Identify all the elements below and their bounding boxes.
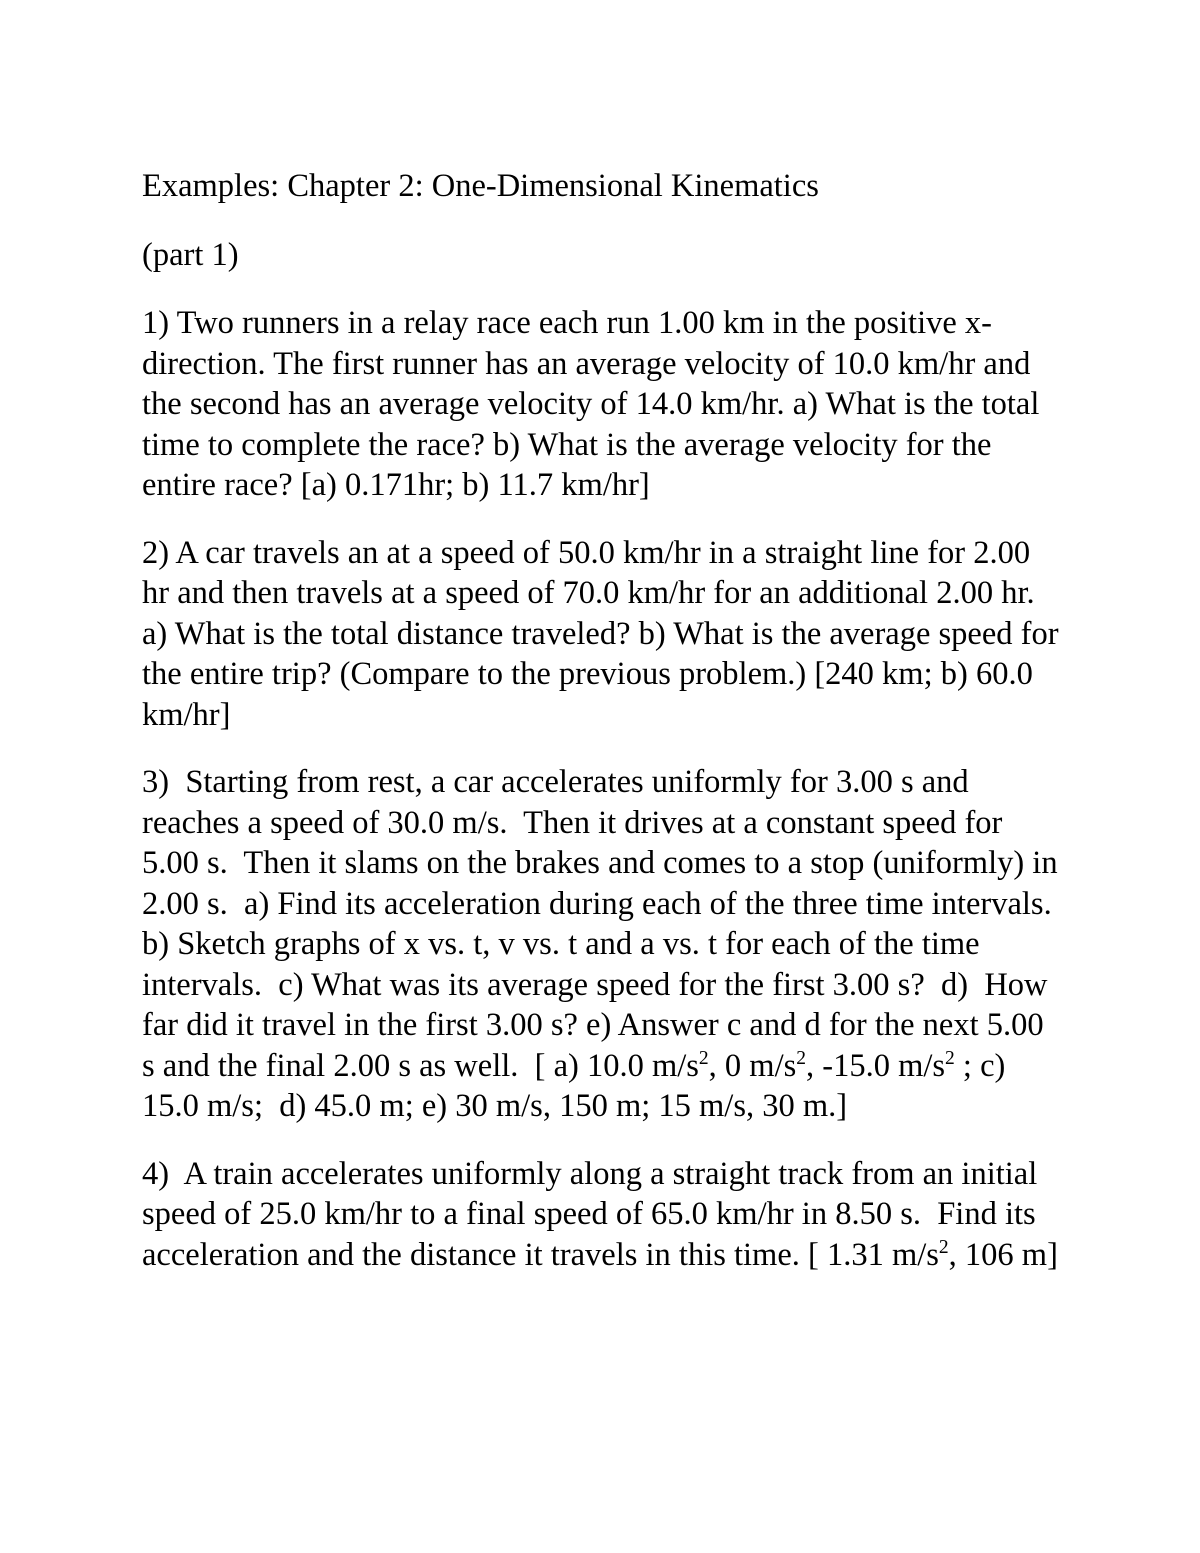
problem-2 (142, 533, 1067, 736)
superscript: 2 (698, 1047, 709, 1069)
problem-text: 2) A car travels an at a speed of 50.0 km/hr in a straight line for 2.00 hr and then travels at a speed of 70.0 km/hr for an additional 2.00 hr. a) What is the total distance traveled? b) What is the average speed for the entire trip? (Compare to the previous problem.) [240 km; b) 60.0 km/hr] (142, 534, 1067, 733)
superscript: 2 (938, 1236, 949, 1258)
problem-text: , 0 m/s (708, 1047, 797, 1084)
document-page (142, 166, 1068, 1302)
problem-4 (142, 1154, 1062, 1276)
superscript: 2 (945, 1047, 955, 1069)
problem-text: ; c) 15.0 m/s; d) 45.0 m; e) 30 m/s, 150 m; 15 m/s, 30 m.] (142, 1047, 1014, 1124)
problem-3 (142, 762, 1068, 1127)
document-title: Examples: Chapter 2: One-Dimensional Kinematics (142, 168, 819, 204)
problem-text: 1) Two runners in a relay race each run 1.00 km in the positive x-direction. The first runner has an average velocity of 10.0 km/hr and the second has an average velocity of 14.0 km/hr. a) What is the total time to complete the race? b) What is the average velocity for the entire race? [a) 0.171hr; b) 11.7 km/hr] (142, 305, 1048, 503)
problem-text: , -15.0 m/s (806, 1047, 946, 1084)
problem-text: 4) A train accelerates uniformly along a straight track from an initial speed of 25.0 km/hr to a final speed of 65.0 km/hr in 8.50 s. Find its acceleration and the distance it travels in this time. [ 1.31 m/s (142, 1155, 1046, 1273)
problem-1 (142, 303, 1062, 506)
problem-text: 3) Starting from rest, a car accelerates uniformly for 3.00 s and reaches a speed of 30.0 m/s. Then it drives at a constant speed for 5.00 s. Then it slams on the brakes and comes to a stop (uniformly) in 2.00 s. a) Find its acceleration during each of the three time intervals. b) Sketch graphs of x vs. t, v vs. t and a vs. t for each of the time intervals. c) What was its average speed for the first 3.00 s? d) How far did it travel in the first 3.00 s? e) Answer c and d for the next 5.00 s and the final 2.00 s as well. [ a) 10.0 m/s (142, 764, 1068, 1084)
problem-text: , 106 m] (948, 1236, 1058, 1273)
superscript: 2 (796, 1047, 807, 1069)
document-part-label: (part 1) (142, 236, 239, 273)
